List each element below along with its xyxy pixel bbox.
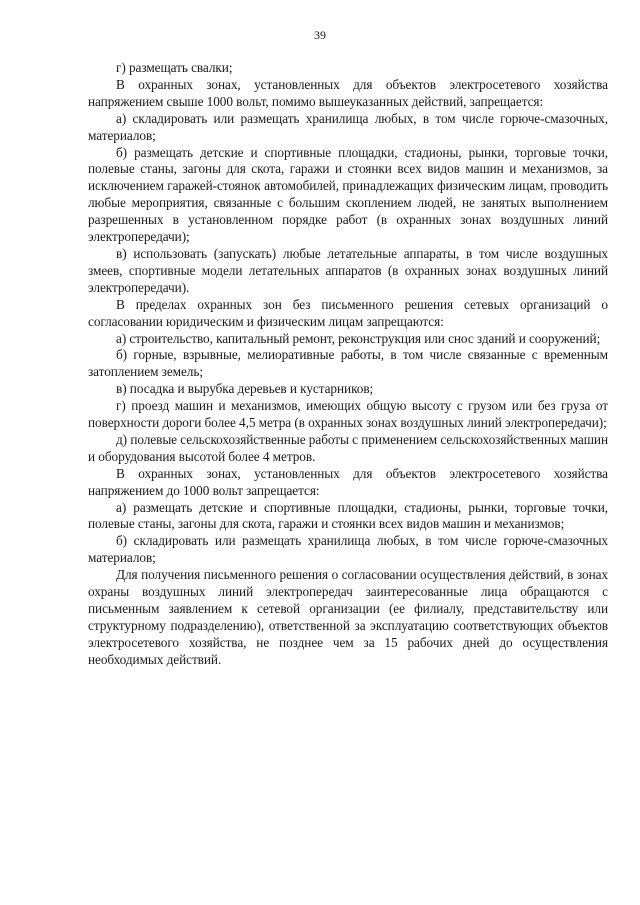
paragraph-zones-over-1000v: В охранных зонах, установленных для объектов электросетевого хозяйства напряжением свыше 1000 вольт, помимо вышеуказанных действий, запрещается: bbox=[88, 76, 608, 109]
paragraph-item-b-storage: б) складировать или размещать хранилища любых, в том числе горюче-смазочных материалов; bbox=[88, 533, 608, 566]
paragraph-without-written-decision: В пределах охранных зон без письменного решения сетевых организаций о согласовании юридическим и физическим лицам запрещаются: bbox=[88, 296, 608, 329]
paragraph-item-a-storage: а) складировать или размещать хранилища любых, в том числе горюче-смазочных, материалов; bbox=[88, 110, 608, 143]
paragraph-item-a-playgrounds: а) размещать детские и спортивные площадки, стадионы, рынки, торговые точки, полевые станы, загоны для скота, гаражи и стоянки всех видов машин и механизмов; bbox=[88, 499, 608, 532]
paragraph-application-procedure: Для получения письменного решения о согласовании осуществления действий, в зонах охраны воздушных линий электропередач заинтересованные лица обращаются с письменным заявлением к сетевой организации (ее филиалу, представительству или структурному подразделению), ответственной за эксплуатацию соответствующих объектов электросетевого хозяйства, не позднее чем за 15 рабочих дней до осуществления необходимых действий. bbox=[88, 567, 608, 667]
paragraph-item-v-trees: в) посадка и вырубка деревьев и кустарников; bbox=[116, 381, 374, 397]
paragraph-item-g-dumps: г) размещать свалки; bbox=[116, 60, 233, 75]
paragraph-item-v-aircraft: в) использовать (запускать) любые летательные аппараты, в том числе воздушных змеев, спортивные модели летательных аппаратов (в охранных зонах воздушных линий электропередачи). bbox=[88, 245, 608, 295]
paragraph-item-a-construction: а) строительство, капитальный ремонт, реконструкция или снос зданий и сооружений; bbox=[116, 330, 601, 346]
paragraph-item-b-playgrounds: б) размещать детские и спортивные площадки, стадионы, рынки, торговые точки, полевые станы, загоны для скота, гаражи и стоянки всех видов машин и механизмов, за исключением гаражей-стоянок автомобилей, принадлежащих физическим лицам, проводить любые мероприятия, связанные с большим скоплением людей, не занятых выполнением разрешенных в установленном порядке работ (в охранных зонах воздушных линий электропередачи); bbox=[88, 144, 608, 245]
paragraph-item-d-agriculture: д) полевые сельскохозяйственные работы с применением сельскохозяйственных машин и оборудования высотой более 4 метров. bbox=[88, 431, 608, 464]
paragraph-item-g-vehicles: г) проезд машин и механизмов, имеющих общую высоту с грузом или без груза от поверхности дороги более 4,5 метра (в охранных зонах воздушных линий электропередачи); bbox=[88, 398, 608, 431]
paragraph-item-b-mining-works: б) горные, взрывные, мелиоративные работы, в том числе связанные с временным затоплением земель; bbox=[88, 347, 608, 380]
paragraph-zones-up-to-1000v: В охранных зонах, установленных для объектов электросетевого хозяйства напряжением до 1000 вольт запрещается: bbox=[88, 465, 608, 498]
document-body bbox=[88, 60, 608, 669]
page-number: 39 bbox=[314, 28, 326, 42]
